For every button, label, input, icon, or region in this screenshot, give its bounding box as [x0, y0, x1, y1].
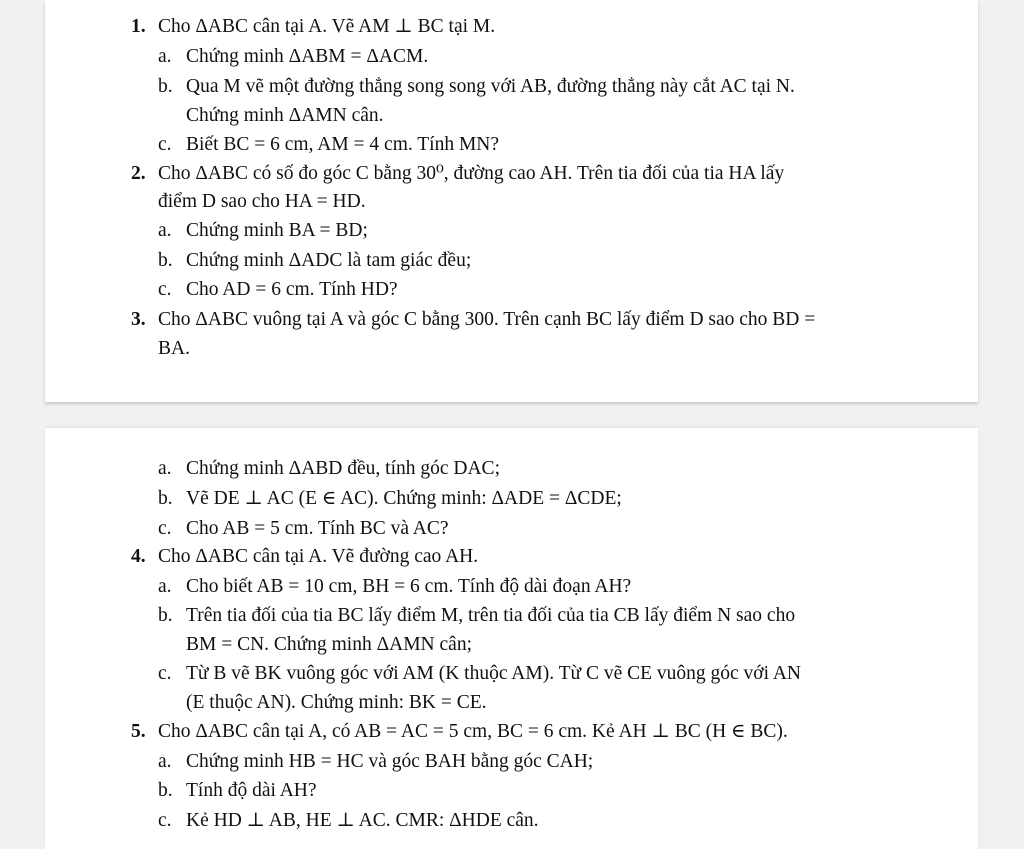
subpart-text: Vẽ DE ⊥ AC (E ∈ AC). Chứng minh: ΔADE = ΔCDE;: [186, 488, 622, 509]
problem-number: 2.: [131, 163, 146, 184]
problem-number: 1.: [131, 16, 146, 37]
problem-3-continuation: [158, 337, 190, 361]
subpart-text: Trên tia đối của tia BC lấy điểm M, trên tia đối của tia CB lấy điểm N sao cho: [186, 605, 796, 626]
problem-3a-line: [158, 457, 500, 481]
problem-number: 4.: [131, 546, 146, 567]
subpart-label: a.: [158, 576, 172, 597]
problem-text: điểm D sao cho HA = HD.: [158, 191, 366, 212]
problem-number: 5.: [131, 721, 146, 742]
subpart-label: c.: [158, 810, 172, 831]
problem-1c-line: [158, 133, 499, 157]
subpart-text: Từ B vẽ BK vuông góc với AM (K thuộc AM). Từ C vẽ CE vuông góc với AN: [186, 663, 802, 684]
problem-2-continuation: [158, 190, 366, 214]
subpart-label: c.: [158, 663, 172, 684]
problem-5b-line: [158, 779, 317, 803]
subpart-label: b.: [158, 488, 173, 509]
subpart-label: b.: [158, 250, 173, 271]
subpart-label: c.: [158, 279, 172, 300]
subpart-label: a.: [158, 220, 172, 241]
problem-2-line: [131, 162, 784, 186]
subpart-label: a.: [158, 751, 172, 772]
problem-5-line: [131, 720, 788, 744]
subpart-text: Cho AB = 5 cm. Tính BC và AC?: [186, 518, 449, 539]
problem-3-line: [131, 308, 815, 332]
problem-5c-line: [158, 809, 539, 833]
problem-4b-continuation: [186, 633, 472, 657]
subpart-text: Chứng minh ΔAMN cân.: [186, 105, 384, 126]
subpart-text: Cho biết AB = 10 cm, BH = 6 cm. Tính độ dài đoạn AH?: [186, 576, 632, 597]
subpart-label: b.: [158, 780, 173, 801]
problem-4b-line: [158, 604, 795, 628]
subpart-text: Kẻ HD ⊥ AB, HE ⊥ AC. CMR: ΔHDE cân.: [186, 810, 539, 831]
problem-text: Cho ΔABC có số đo góc C bằng 30⁰, đường cao AH. Trên tia đối của tia HA lấy: [158, 163, 785, 184]
subpart-text: Chứng minh ΔABD đều, tính góc DAC;: [186, 458, 500, 479]
subpart-text: Cho AD = 6 cm. Tính HD?: [186, 279, 398, 300]
subpart-text: Qua M vẽ một đường thẳng song song với AB, đường thẳng này cắt AC tại N.: [186, 76, 795, 97]
problem-4c-continuation: [186, 691, 487, 715]
subpart-label: a.: [158, 46, 172, 67]
problem-text: Cho ΔABC cân tại A, có AB = AC = 5 cm, BC = 6 cm. Kẻ AH ⊥ BC (H ∈ BC).: [158, 721, 788, 742]
problem-4a-line: [158, 575, 631, 599]
subpart-label: b.: [158, 76, 173, 97]
subpart-text: (E thuộc AN). Chứng minh: BK = CE.: [186, 692, 487, 713]
subpart-label: a.: [158, 458, 172, 479]
problem-text: Cho ΔABC cân tại A. Vẽ đường cao AH.: [158, 546, 479, 567]
problem-2a-line: [158, 219, 368, 243]
problem-5a-line: [158, 750, 593, 774]
problem-1b-line: [158, 75, 795, 99]
subpart-text: Biết BC = 6 cm, AM = 4 cm. Tính MN?: [186, 134, 500, 155]
problem-3b-line: [158, 487, 622, 511]
subpart-text: Tính độ dài AH?: [186, 780, 317, 801]
problem-2b-line: [158, 249, 471, 273]
subpart-text: BM = CN. Chứng minh ΔAMN cân;: [186, 634, 472, 655]
subpart-text: Chứng minh HB = HC và góc BAH bằng góc CAH;: [186, 751, 594, 772]
problem-1b-continuation: [186, 104, 384, 128]
problem-4c-line: [158, 662, 801, 686]
document-page-2: [45, 428, 978, 849]
problem-2c-line: [158, 278, 398, 302]
problem-number: 3.: [131, 309, 146, 330]
problem-4-line: [131, 545, 478, 569]
problem-text: BA.: [158, 338, 190, 359]
subpart-label: c.: [158, 518, 172, 539]
subpart-text: Chứng minh ΔABM = ΔACM.: [186, 46, 429, 67]
document-page-1: [45, 0, 978, 402]
subpart-label: b.: [158, 605, 173, 626]
problem-text: Cho ΔABC vuông tại A và góc C bằng 300. Trên cạnh BC lấy điểm D sao cho BD =: [158, 309, 816, 330]
problem-text: Cho ΔABC cân tại A. Vẽ AM ⊥ BC tại M.: [158, 16, 496, 37]
problem-1a-line: [158, 45, 428, 69]
problem-1-line: [131, 15, 495, 39]
problem-3c-line: [158, 517, 449, 541]
subpart-label: c.: [158, 134, 172, 155]
subpart-text: Chứng minh ΔADC là tam giác đều;: [186, 250, 472, 271]
subpart-text: Chứng minh BA = BD;: [186, 220, 368, 241]
